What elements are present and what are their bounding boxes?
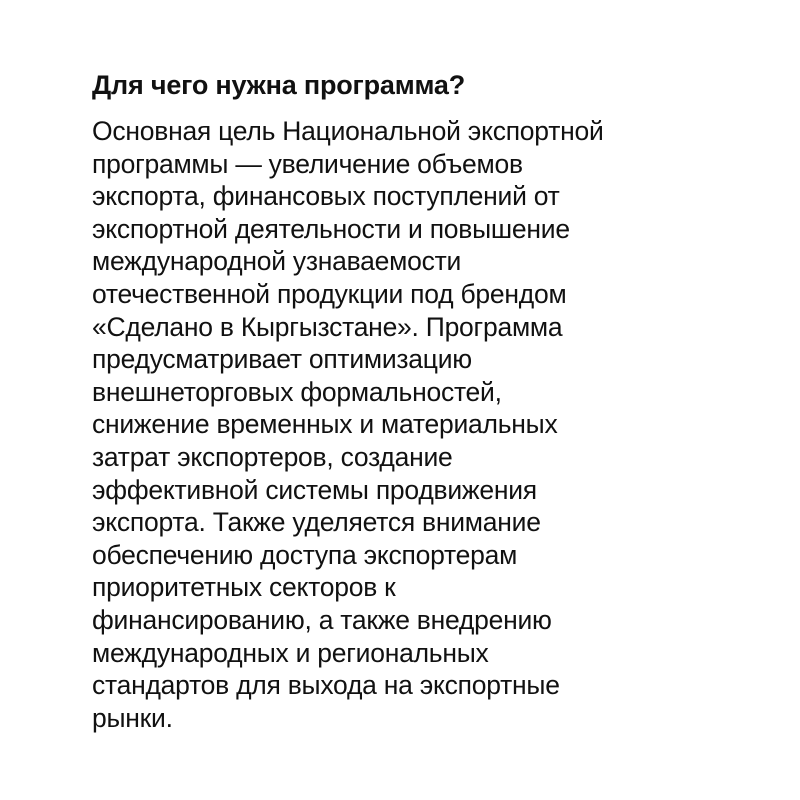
paragraph-line: эффективной системы продвижения [92,474,537,505]
paragraph-line: «Сделано в Кыргызстане». Программа [92,311,563,342]
paragraph-line: снижение временных и материальных [92,409,558,440]
paragraph-line: международных и региональных [92,637,489,668]
paragraph [92,115,604,734]
paragraph-line: экспорта. Также уделяется внимание [92,507,541,538]
paragraph-line: программы — увеличение объемов [92,148,523,179]
paragraph-line: отечественной продукции под брендом [92,278,567,309]
paragraph-line: стандартов для выхода на экспортные [92,670,560,701]
paragraph-line: международной узнаваемости [92,246,462,277]
section-heading: Для чего нужна программа? [92,70,465,100]
paragraph-line: обеспечению доступа экспортерам [92,539,518,570]
paragraph-line: финансированию, а также внедрению [92,604,552,635]
paragraph-line: приоритетных секторов к [92,572,396,603]
paragraph-line: затрат экспортеров, создание [92,441,453,472]
paragraph-line: Основная цель Национальной экспортной [92,116,604,146]
paragraph-line: рынки. [92,702,173,733]
paragraph-line: экспорта, финансовых поступлений от [92,181,560,212]
paragraph-line: внешнеторговых формальностей, [92,376,502,407]
paragraph-line: предусматривает оптимизацию [92,344,472,375]
paragraph-line: экспортной деятельности и повышение [92,213,570,244]
